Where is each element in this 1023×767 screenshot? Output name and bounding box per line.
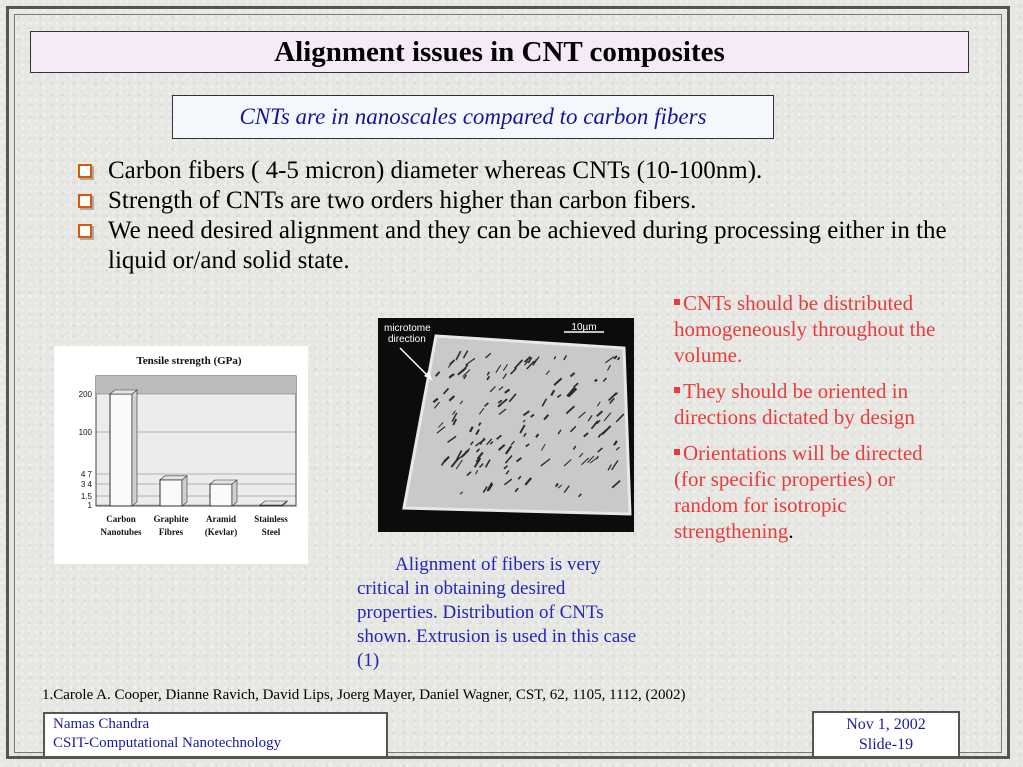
micrograph-fiber: [595, 380, 597, 382]
cnt-micrograph-svg: [378, 318, 634, 532]
bullet-text: Strength of CNTs are two orders higher than carbon fibers.: [108, 187, 697, 214]
bullet-item: [76, 216, 956, 276]
checkbox-bullet-icon: [78, 164, 92, 178]
chart-bar: [210, 484, 232, 506]
chart-x-category-label: Graphite: [153, 514, 189, 524]
side-point-text: They should be oriented in directions dictated by design: [674, 379, 915, 429]
chart-x-category-label: Carbon: [106, 514, 136, 524]
chart-y-tick-label: 1.5: [80, 492, 92, 501]
side-point-item: [674, 290, 940, 368]
side-point-text: CNTs should be distributed homogeneously throughout the volume.: [674, 291, 936, 367]
bullet-text: We need desired alignment and they can be achieved during processing either in the liquid or/and solid state.: [108, 217, 947, 274]
figure-caption: Alignment of fibers is very critical in obtaining desired properties. Distribution of CNTs shown. Extrusion is used in this case (1): [357, 554, 637, 671]
footer-date: Nov 1, 2002: [846, 716, 926, 733]
slide-subtitle: [172, 95, 774, 139]
cnt-micrograph: [378, 318, 634, 532]
checkbox-bullet-icon: [78, 224, 92, 238]
chart-x-category-label: Nanotubes: [100, 527, 142, 537]
chart-bar: [110, 394, 132, 506]
micrograph-sample: [404, 336, 630, 514]
main-bullet-list: [76, 156, 956, 276]
reference-citation: 1.Carole A. Cooper, Dianne Ravich, David Lips, Joerg Mayer, Daniel Wagner, CST, 62, 1105, 1112, (2002): [42, 687, 686, 703]
side-point-item: [674, 440, 940, 544]
micrograph-scale-label: 10µm: [571, 322, 597, 333]
chart-y-tick-label: 3 4: [80, 480, 92, 489]
bullet-item: [76, 156, 956, 186]
slide-title-text: Alignment issues in CNT composites: [274, 35, 725, 68]
tensile-strength-chart-svg: [54, 346, 308, 564]
checkbox-bullet-icon: [78, 194, 92, 208]
footer-author-box: [43, 712, 388, 758]
chart-bar-side: [232, 480, 237, 506]
chart-x-category-label: Fibres: [158, 527, 184, 537]
chart-bar-top: [110, 390, 137, 394]
bullet-item: [76, 186, 956, 216]
chart-bar-top: [210, 480, 237, 484]
footer-affiliation: CSIT-Computational Nanotechnology: [53, 735, 282, 751]
chart-y-tick-label: 4 7: [80, 470, 92, 479]
tensile-strength-chart: [54, 346, 308, 564]
chart-bar: [160, 480, 182, 506]
chart-y-tick-label: 1: [87, 501, 92, 510]
square-bullet-icon: [674, 387, 680, 393]
square-bullet-icon: [674, 299, 680, 305]
chart-title: Tensile strength (GPa): [136, 355, 242, 367]
chart-x-category-label: (Kevlar): [204, 527, 238, 537]
chart-x-category-label: Stainless: [254, 514, 288, 524]
side-point-period: .: [788, 519, 794, 543]
chart-y-tick-label: 100: [78, 428, 92, 437]
bullet-text: Carbon fibers ( 4-5 micron) diameter whereas CNTs (10-100nm).: [108, 157, 763, 184]
micrograph-fiber: [483, 438, 485, 441]
chart-bar-top: [160, 476, 187, 480]
slide-title: [30, 31, 969, 73]
footer-slide-number: Slide-19: [858, 736, 914, 753]
chart-x-category-label: Aramid: [206, 514, 236, 524]
footer-date-box: [812, 711, 960, 758]
square-bullet-icon: [674, 449, 680, 455]
chart-x-category-label: Steel: [261, 527, 281, 537]
slide-subtitle-text: CNTs are in nanoscales compared to carbon fibers: [239, 104, 707, 129]
chart-y-tick-label: 200: [78, 390, 92, 399]
side-point-text: Orientations will be directed (for specific properties) or random for isotropic strengthening: [674, 441, 923, 543]
chart-bar-side: [132, 390, 137, 506]
micrograph-arrow-label-line1: microtome: [384, 323, 431, 334]
chart-bar-top: [260, 501, 287, 505]
side-point-item: [674, 378, 940, 430]
side-points-list: [674, 290, 940, 554]
micrograph-arrow-label-line2: direction: [388, 334, 426, 345]
footer-author: Namas Chandra: [53, 716, 150, 732]
chart-bar-side: [182, 476, 187, 506]
